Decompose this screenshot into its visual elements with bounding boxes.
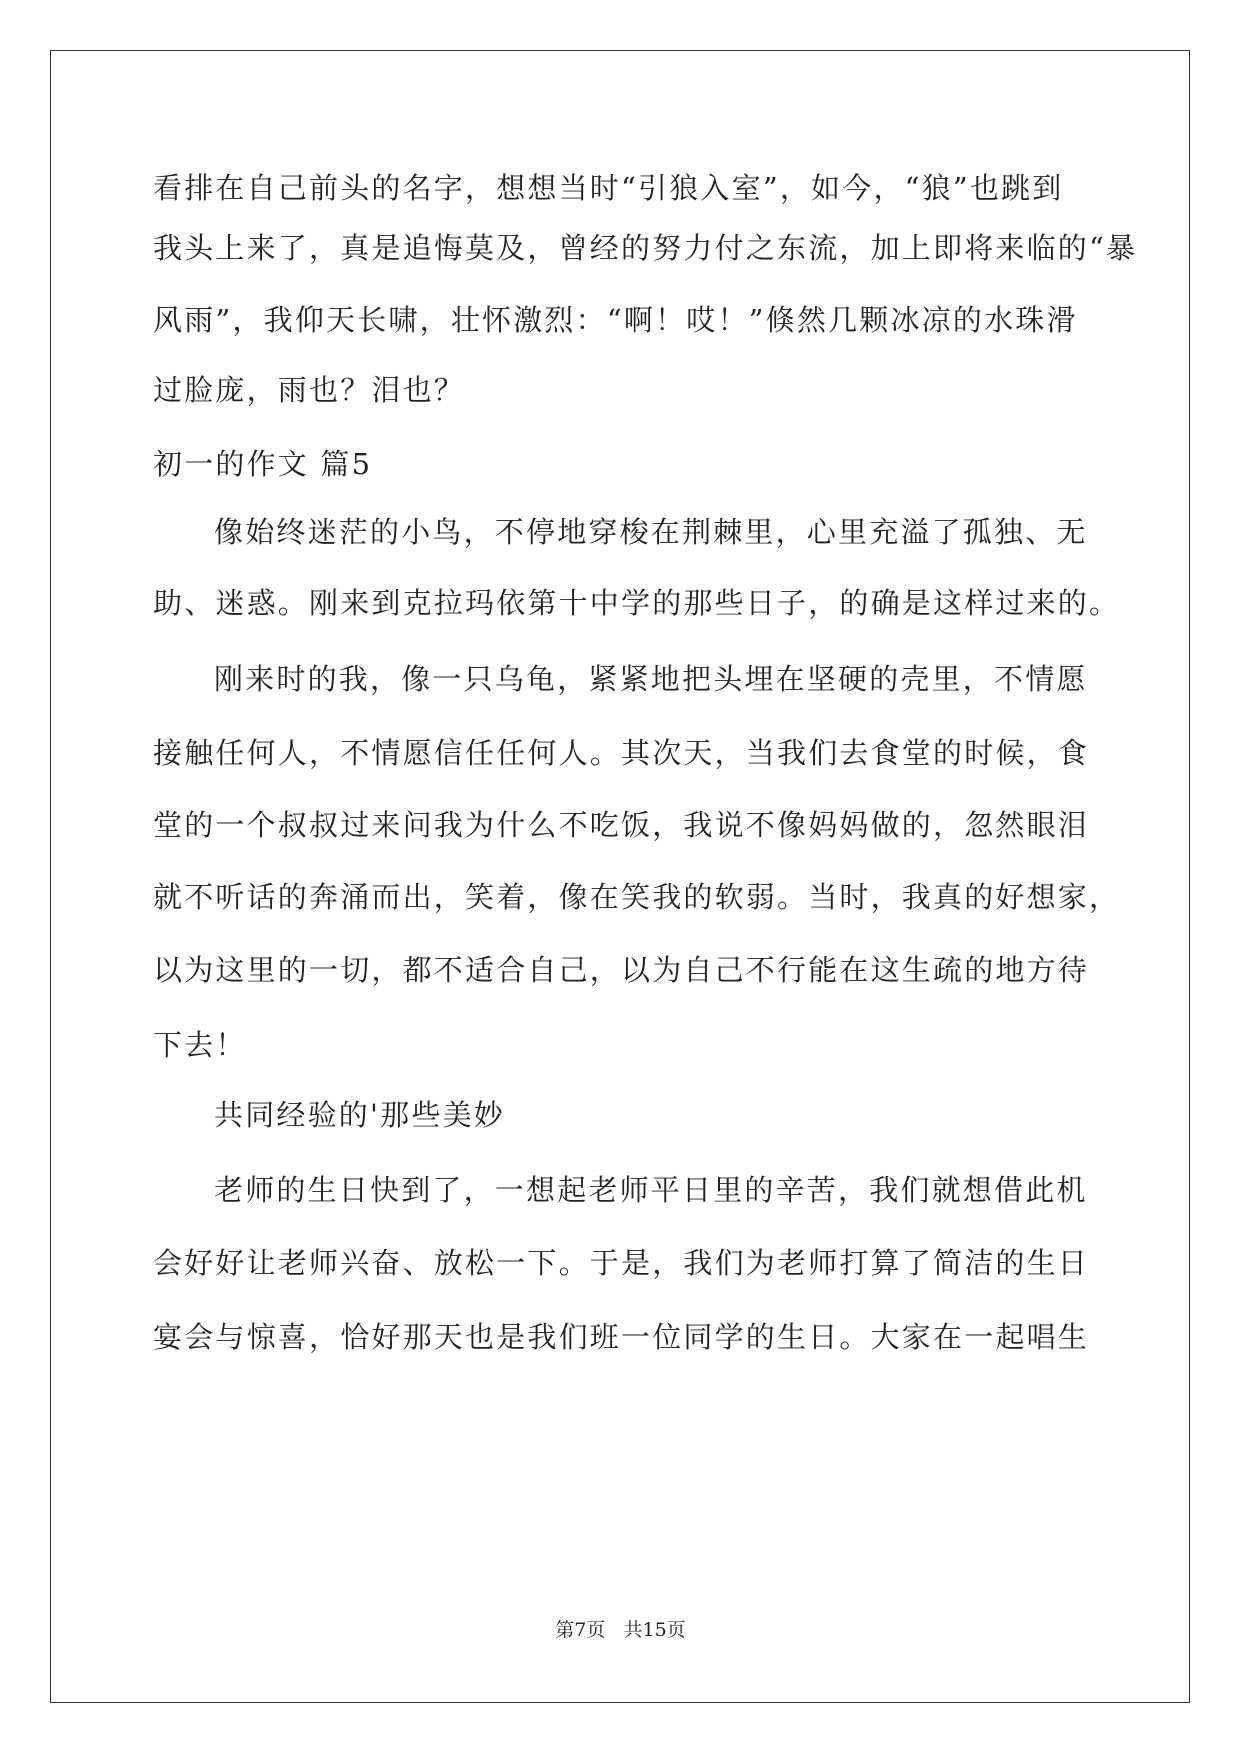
body-line: 刚来时的我，像一只乌龟，紧紧地把头埋在坚硬的壳里，不情愿 <box>214 662 1088 696</box>
body-line: 会好好让老师兴奋、放松一下。于是，我们为老师打算了简洁的生日 <box>153 1246 1090 1280</box>
body-line: 我头上来了，真是追悔莫及，曾经的努力付之东流，加上即将来临的“暴 <box>153 231 1138 265</box>
body-line: 助、迷惑。刚来到克拉玛依第十中学的那些日子，的确是这样过来的。 <box>153 586 1121 620</box>
section-heading: 初一的作文 篇5 <box>153 447 373 481</box>
body-line: 像始终迷茫的小鸟，不停地穿梭在荆棘里，心里充溢了孤独、无 <box>214 515 1088 549</box>
body-line: 下去！ <box>153 1028 247 1062</box>
body-line: 老师的生日快到了，一想起老师平日里的辛苦，我们就想借此机 <box>214 1173 1088 1207</box>
body-line: 就不听话的奔涌而出，笑着，像在笑我的软弱。当时，我真的好想家， <box>153 880 1121 914</box>
body-line: 以为这里的一切，都不适合自己，以为自己不行能在这生疏的地方待 <box>153 953 1090 987</box>
body-line: 风雨”，我仰天长啸，壮怀激烈：“啊！哎！”倏然几颗冰凉的水珠滑 <box>153 303 1078 337</box>
subheading-line: 共同经验的'那些美妙 <box>214 1098 505 1132</box>
body-line: 看排在自己前头的名字，想想当时“引狼入室”，如今，“狼”也跳到 <box>153 171 1064 205</box>
body-line: 堂的一个叔叔过来问我为什么不吃饭，我说不像妈妈做的，忽然眼泪 <box>153 808 1090 842</box>
page-footer: 第7页 共15页 <box>555 1619 686 1641</box>
body-line: 过脸庞，雨也？泪也？ <box>153 373 466 407</box>
body-line: 宴会与惊喜，恰好那天也是我们班一位同学的生日。大家在一起唱生 <box>153 1320 1090 1354</box>
body-line: 接触任何人，不情愿信任任何人。其次天，当我们去食堂的时候，食 <box>153 736 1090 770</box>
